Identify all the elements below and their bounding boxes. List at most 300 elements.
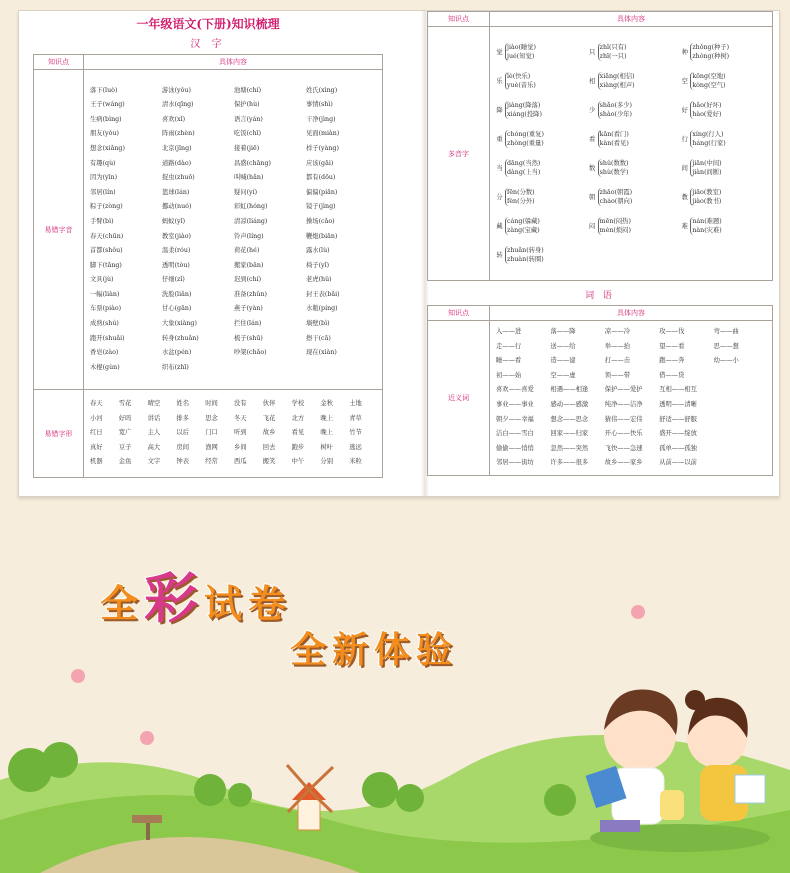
polyphone-entry [679,38,768,67]
list-item: 喜欢——喜爱 [496,386,534,394]
list-item: 语言(yán) [234,115,263,123]
list-item: 青草 [349,414,362,422]
list-item: 透明——清晰 [659,400,697,408]
list-item: 猜伟——宏伟 [604,415,643,423]
list-item: 土地 [349,400,362,408]
polyphone-entry [679,125,768,154]
polyphone-reading: nán(难题) [692,218,722,225]
list-item: 睡——看 [496,357,522,365]
polyphone-entry [679,212,768,241]
list-item: 事业——事业 [496,400,534,408]
list-item: 转身(zhuǎn) [162,334,199,342]
list-item: 王子(wáng) [90,101,125,109]
polyphone-grid [490,36,772,272]
shape-grid [84,393,382,474]
list-item: 开心——快乐 [604,430,643,438]
list-item: 拦住(lán) [234,320,262,328]
list-item: 镜子(jìng) [306,203,336,211]
slogan-shijuan: 试卷 [204,582,293,626]
polyphone-char: 乐 [496,77,503,85]
polyphone-reading: zhī(一只) [599,53,627,60]
polyphone-entry [587,183,676,212]
list-item: 房间 [176,443,189,451]
list-item: 领——带 [604,371,630,379]
section-heading-words: 词 语 [585,291,615,301]
polyphone-char: 看 [589,135,596,143]
list-item: 从前——以前 [659,459,697,467]
list-item: 昌盛(chāng) [234,159,271,167]
polyphone-char: 降 [496,106,503,114]
polyphone-readings [690,130,725,148]
polyphone-reading: hǎo(好坏) [692,102,722,109]
polyphone-readings [505,159,540,177]
slogan-char-quan: 全 [100,582,145,626]
list-item: 喜欢(xǐ) [162,115,186,123]
list-item: 高大 [147,443,161,451]
polyphone-reading: zhǒng(种子) [692,44,730,51]
polyphone-entry [679,154,768,183]
polyphone-reading: mèn(烦闷) [599,227,631,234]
polyphone-readings [598,101,632,119]
list-item: 西瓜 [233,458,247,466]
list-item: 疑问(yí) [234,188,258,196]
list-item: 跑——奔 [659,357,685,365]
list-item: 捉虫(zhuō) [162,174,195,182]
table-row [34,390,383,478]
list-item: 池塘(chí) [234,86,262,94]
list-item: 金鱼 [118,458,132,466]
list-item: 相遇——相逢 [550,386,589,394]
list-item: 粽子(zòng) [90,203,123,211]
polyphone-table [427,11,773,281]
polyphone-entry [679,96,768,125]
list-item: 分别 [320,458,333,466]
list-item: 弯——曲 [713,328,739,335]
polyphone-char: 行 [681,135,688,143]
list-item: 落——降 [550,328,576,335]
list-item: 文字 [147,458,161,466]
polyphone-entry [587,38,676,67]
list-item: 偷偷——悄悄 [496,444,534,452]
polyphone-readings [505,130,544,148]
polyphone-reading: zhòng(重量) [507,140,544,147]
list-item: 逃远 [349,443,362,451]
list-item: 水瓶(píng) [306,305,338,313]
list-item: 清水(qīng) [162,101,194,109]
list-item: 篮球(lán) [162,188,190,196]
list-item: 春天 [90,400,103,408]
polyphone-char: 觉 [496,48,503,56]
list-item: 空——虚 [550,371,576,379]
list-item: 生病(bìng) [90,115,122,123]
polyphone-reading: jiāo(教室) [692,189,722,196]
polyphone-char: 转 [496,251,503,259]
list-item: 姓氏(xìng) [306,86,338,94]
list-item: 温柔(róu) [162,247,191,255]
polyphone-readings [690,159,721,177]
list-item: 互相——相互 [659,386,697,394]
list-item [714,456,768,471]
list-item: 偏偏(piān) [306,188,338,196]
polyphone-char: 相 [589,77,596,85]
list-item: 故乡——家乡 [604,459,643,467]
list-item: 叫喊(hǎn) [234,174,264,182]
list-item: 走——行 [496,342,522,350]
list-item: 擦干(cā) [306,334,331,342]
list-item: 冬天 [233,414,247,422]
polyphone-reading: nàn(灾难) [692,227,722,234]
list-item: 墙壁(bì) [306,320,330,328]
list-item: 荷花(hé) [234,247,260,255]
list-item: 阵雨(zhèn) [162,130,195,138]
list-item: 回去 [262,443,276,451]
polyphone-readings [690,101,721,119]
pronunciation-grid [84,80,382,380]
list-item: 忽然——突然 [550,444,589,452]
list-item [714,427,768,442]
section-heading-characters: 汉 字 [190,39,226,50]
list-item: 想念——思念 [550,415,589,423]
polyphone-reading: jiàng(降落) [507,102,541,109]
polyphone-reading: dàng(上当) [507,169,541,176]
polyphone-reading: hào(爱好) [692,111,722,118]
list-item: 跑开(shuǎi) [90,334,125,342]
list-item: 好吗 [118,414,132,422]
polyphone-reading: jiào(睡觉) [507,44,537,51]
polyphone-char: 分 [496,193,503,201]
list-item: 雪花 [118,400,132,408]
polyphone-reading: zhuàn(转圈) [507,256,544,263]
list-item: 事情(shì) [306,101,333,109]
polyphone-reading: zàng(宝藏) [507,227,540,234]
list-item: 文具(jù) [90,276,114,284]
polyphone-readings [505,43,536,61]
list-item: 晴空 [147,400,161,408]
polyphone-entry [587,67,676,96]
list-item: 仔细(zǐ) [162,276,185,284]
list-item [714,383,768,398]
list-item: 吵架(chǎo) [234,349,267,357]
list-item: 回家——归家 [550,430,589,438]
list-item: 思——想 [713,342,739,350]
list-item: 飞花 [262,414,276,422]
table-header-row [34,55,383,70]
polyphone-reading: xíng(行人) [692,131,724,138]
polyphone-entry [587,125,676,154]
polyphone-reading: xiāng(相信) [599,73,635,80]
list-item: 鞭炮(biān) [306,232,338,240]
list-item: 封王表(bǎi) [306,290,340,298]
list-item: 晚上 [320,429,333,437]
list-item: 挪动(nuó) [162,203,192,211]
polyphone-readings [505,72,536,90]
list-item: 幼——小 [713,357,739,365]
list-item: 攻——伐 [659,328,685,335]
list-item: 都有(dōu) [306,174,336,182]
list-item: 感动——感激 [550,400,589,408]
polyphone-reading: zhòng(种树) [692,53,730,60]
list-item: 飞快——急速 [604,444,643,452]
list-item: 准备(zhǔn) [234,290,267,298]
polyphone-reading: chóng(重复) [507,131,544,138]
polyphone-char: 数 [589,164,596,172]
list-item: 故乡 [262,429,276,437]
list-item: 机器 [90,458,103,466]
polyphone-entry [494,125,583,154]
polyphone-entry [494,96,583,125]
polyphone-reading: jiào(教书) [692,198,722,205]
polyphone-readings [598,130,629,148]
list-item [714,413,768,428]
list-item [714,369,768,384]
list-item: 想念(xiǎng) [90,144,125,152]
list-item: 初——始 [496,371,522,379]
polyphone-reading: fēn(分数) [507,189,535,196]
polyphone-char: 难 [681,222,688,230]
polyphone-char: 藏 [496,222,503,230]
list-item: 以后 [176,429,189,437]
polyphone-reading: zhǐ(只有) [599,44,627,51]
list-item: 蚂蚁(yǐ) [162,217,186,225]
list-item: 铃声(líng) [234,232,264,240]
slogan-line-1 [100,556,292,633]
table-row [34,70,383,390]
list-item: 清凉(liáng) [234,217,268,225]
list-item: 伙伴 [262,400,276,408]
list-item: 搬家(bān) [234,261,264,269]
polyphone-char: 好 [681,106,688,114]
list-item: 看见 [291,429,305,437]
list-item [306,361,378,376]
list-item: 成熟(shú) [90,320,119,328]
header-knowledge-point: 知识点 [34,55,84,70]
list-item: 盛开——绽放 [659,430,697,438]
polyphone-char: 只 [589,48,596,56]
polyphone-reading: shào(少年) [599,111,632,118]
list-item: 搬笑 [262,458,276,466]
polyphone-readings [598,188,633,206]
list-item: 样子(yàng) [306,144,339,152]
list-item: 借——贷 [659,371,685,379]
polyphone-readings [505,246,544,264]
polyphone-reading: dāng(当然) [507,160,541,167]
list-item: 脚下(tǎng) [90,261,122,269]
list-item: 打——击 [604,357,630,365]
list-item: 没有 [233,400,247,408]
polyphone-char: 当 [496,164,503,172]
polyphone-reading: jiàn(间断) [692,169,722,176]
polyphone-reading: kàn(看见) [599,140,629,147]
list-item: 排多 [176,414,189,422]
list-item: 椅子(yǐ) [306,261,330,269]
list-item: 主人 [147,429,161,437]
polyphone-reading: jiān(中间) [692,160,722,167]
list-item: 吃饭(chī) [234,130,262,138]
polyphone-entry [494,38,583,67]
list-item: 听到 [233,429,247,437]
list-item: 洗脸(liǎn) [162,290,192,298]
polyphone-reading: jué(知觉) [507,53,535,60]
list-item: 许多——很多 [550,459,589,467]
list-item: 道路(dào) [162,159,192,167]
row-label-synonyms: 近义词 [428,321,490,476]
workbook-spread [18,10,780,497]
polyphone-reading: lè(快乐) [507,73,531,80]
list-item: 木棍(gùn) [90,363,120,371]
list-item: 造——建 [550,357,576,365]
list-item: 树叶 [320,443,333,451]
polyphone-reading: mēn(闷热) [599,218,631,225]
polyphone-entry [587,96,676,125]
list-item: 大象(xiàng) [162,320,197,328]
polyphone-readings [505,101,542,119]
list-item: 洁白——雪白 [496,430,534,438]
polyphone-readings [598,159,629,177]
row-label-pronunciation: 易错字音 [34,70,84,390]
list-item: 跑步 [291,443,305,451]
polyphone-reading: fèn(分外) [507,198,535,205]
row-label-polyphone: 多音字 [428,27,490,281]
header-content: 具体内容 [490,306,773,321]
polyphone-entry [494,154,583,183]
table-row [428,321,773,476]
polyphone-entry [494,67,583,96]
list-item: 经常 [205,458,218,466]
list-item: 米粒 [349,458,362,466]
list-item: 落下(luò) [90,86,118,94]
polyphone-reading: zhāo(朝霞) [599,189,633,196]
list-item: 舒适——舒服 [659,415,697,423]
polyphone-readings [690,217,721,235]
list-item: 朝夕——幸福 [496,415,534,423]
polyphone-readings [505,217,540,235]
polyphone-char: 间 [681,164,688,172]
list-item: 春天(chūn) [90,232,124,240]
list-item: 现在(xiàn) [306,349,337,357]
list-item: 邻居——街坊 [496,459,534,467]
polyphone-reading: zhuǎn(转身) [507,247,544,254]
words-table [427,305,773,476]
list-item [714,398,768,413]
list-item: 红日 [90,429,103,437]
list-item: 豆子 [118,443,132,451]
table-row [428,27,773,281]
list-item: 学校 [291,400,305,408]
polyphone-reading: cáng(躲藏) [507,218,540,225]
list-item: 一幅(liàn) [90,290,120,298]
polyphone-char: 少 [589,106,596,114]
list-item: 孤单——孤独 [659,444,697,452]
list-item: 操场(cǎo) [306,217,335,225]
right-page [427,11,773,476]
list-item: 车票(piào) [90,305,122,313]
polyphone-entry [587,212,676,241]
list-item: 小河 [90,414,103,422]
polyphone-char: 教 [681,193,688,201]
list-item: 门口 [205,429,218,437]
header-knowledge-point: 知识点 [428,12,490,27]
list-item: 晚上 [320,414,333,422]
slogan-line-2: 全新体验 [290,630,459,671]
polyphone-readings [598,72,635,90]
table-header-row [428,306,773,321]
list-item: 举——抬 [604,342,630,350]
polyphone-reading: shǎo(多少) [599,102,632,109]
list-item: 乡间 [233,443,247,451]
list-item: 彩虹(hóng) [234,203,268,211]
header-content: 具体内容 [490,12,773,27]
list-item: 竹节 [349,429,362,437]
list-item: 入——进 [496,328,522,335]
polyphone-entry [494,183,583,212]
header-knowledge-point: 知识点 [428,306,490,321]
polyphone-readings [505,188,535,206]
polyphone-reading: háng(行家) [692,140,726,147]
polyphone-readings [598,43,627,61]
polyphone-readings [598,217,631,235]
polyphone-char: 种 [681,48,688,56]
list-item: 凉——冷 [604,328,630,335]
polyphone-reading: kōng(空地) [692,73,726,80]
polyphone-readings [690,72,725,90]
list-item: 北方 [291,414,305,422]
polyphone-reading: yuè(音乐) [507,82,536,89]
list-item: 金秋 [320,400,333,408]
polyphone-char: 空 [681,77,688,85]
list-item: 保护(hù) [234,101,260,109]
polyphone-readings [690,43,729,61]
table-header-row [428,12,773,27]
list-item: 中午 [291,458,305,466]
list-item: 织布(zhī) [162,363,189,371]
list-item: 露水(lù) [306,247,330,255]
list-item: 水盆(pén) [162,349,192,357]
polyphone-reading: shǔ(数数) [599,160,629,167]
polyphone-reading: cháo(朝向) [599,198,633,205]
row-label-shape: 易错字形 [34,390,84,478]
list-item: 送——给 [550,342,576,350]
polyphone-entry [679,183,768,212]
list-item: 钟表 [176,458,189,466]
polyphone-reading: xiáng(投降) [507,111,542,118]
polyphone-entry [587,154,676,183]
polyphone-reading: xiàng(相声) [599,82,635,89]
polyphone-reading: kòng(空气) [692,82,726,89]
list-item: 朋友(yǒu) [90,130,119,138]
list-item: 接着(jiē) [234,144,260,152]
list-item: 思念 [205,414,218,422]
slogan-char-cai: 彩 [144,567,205,630]
polyphone-entry [679,67,768,96]
polyphone-char: 重 [496,135,503,143]
list-item: 纯净——洁净 [604,400,643,408]
page-title: 一年级语文(下册)知识梳理 [136,17,280,31]
list-item: 应该(gāi) [306,159,334,167]
list-item: 香皂(zào) [90,349,119,357]
list-item: 北京(jīng) [162,144,192,152]
list-item: 时间 [205,400,218,408]
list-item: 游泳(yǒu) [162,86,191,94]
list-item: 干净(jìng) [306,115,336,123]
left-page [33,11,383,478]
header-content: 具体内容 [84,55,383,70]
list-item: 透明(tòu) [162,261,190,269]
polyphone-reading: kān(看门) [599,131,629,138]
characters-table [33,54,383,478]
list-item: 望——看 [659,342,685,350]
list-item: 甘心(gān) [162,305,192,313]
list-item: 教室(jiào) [162,232,192,240]
